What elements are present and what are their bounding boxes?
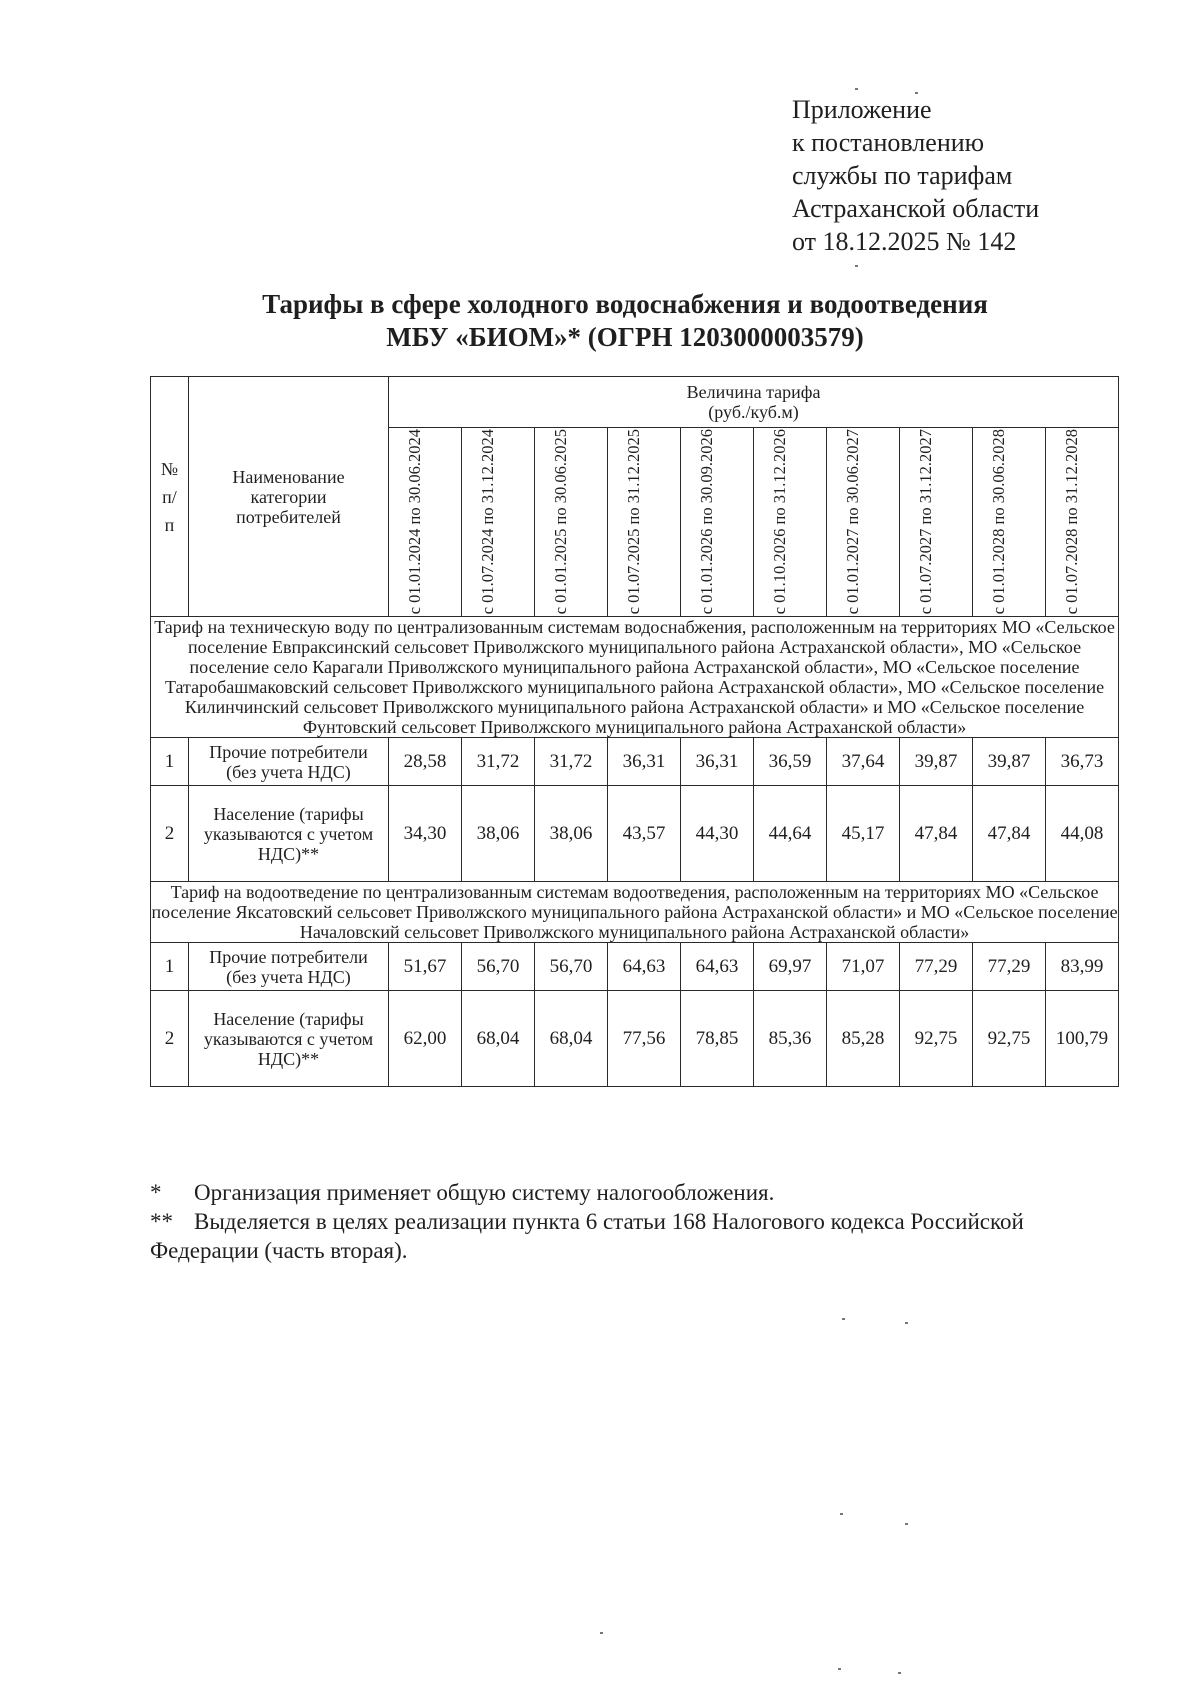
period-header [389,428,462,617]
tariff-value: 92,75 [973,991,1046,1087]
tariff-value: 34,30 [389,786,462,882]
tariff-value: 64,63 [681,943,754,991]
tariff-value: 39,87 [973,738,1046,786]
tariff-value: 45,17 [827,786,900,882]
appendix-date: от 18.12.2025 № 142 [792,227,1017,256]
row-category: Прочие потребители (без учета НДС) [189,738,389,786]
period-header [754,428,827,617]
footnote-text: Организация применяет общую систему налогообложения. [194,1180,775,1205]
period-header [973,428,1046,617]
period-label: с 01.07.2024 по 31.12.2024 [478,429,497,615]
period-header [681,428,754,617]
tariff-value: 43,57 [608,786,681,882]
header-tariff-title: Величина тарифа [686,382,821,402]
period-header [462,428,535,617]
period-header [827,428,900,617]
tariff-value: 38,06 [535,786,608,882]
tariff-value: 31,72 [462,738,535,786]
tariff-value: 68,04 [535,991,608,1087]
header-category [189,377,389,617]
period-label: с 01.07.2028 по 31.12.2028 [1062,429,1082,615]
section-heading-row [151,617,1119,738]
period-label: с 01.07.2025 по 31.12.2025 [624,429,643,615]
tariff-value: 47,84 [900,786,973,882]
tariff-value: 36,73 [1046,738,1119,786]
section-heading-row [151,882,1119,943]
tariff-value: 77,56 [608,991,681,1087]
tariff-value: 44,64 [754,786,827,882]
tariff-value: 39,87 [900,738,973,786]
tariff-value: 28,58 [389,738,462,786]
appendix-line: к постановлению [792,128,985,157]
table-row [151,738,1119,786]
footnote-mark: * [150,1180,162,1205]
period-label: с 01.01.2028 по 30.06.2028 [989,429,1008,615]
tariff-body [151,617,1119,1087]
tariff-value: 92,75 [900,991,973,1087]
tariff-value: 77,29 [973,943,1046,991]
tariff-value: 47,84 [973,786,1046,882]
scan-speck [855,88,858,90]
period-label: с 01.07.2027 по 31.12.2027 [916,429,935,615]
header-category-text: Наименование категории потребителей [232,466,345,527]
title-line: Тарифы в сфере холодного водоснабжения и водоотведения [262,289,988,319]
table-row [151,943,1119,991]
tariff-value: 68,04 [462,991,535,1087]
tariff-value: 44,30 [681,786,754,882]
tariff-value: 69,97 [754,943,827,991]
tariff-value: 51,67 [389,943,462,991]
tariff-value: 56,70 [462,943,535,991]
row-category: Население (тарифы указываются с учетом НДС)** [189,786,389,882]
scan-speck [898,1672,901,1674]
tariff-value: 62,00 [389,991,462,1087]
appendix-line: Астраханской области [792,194,1040,223]
period-label: с 01.01.2024 по 30.06.2024 [405,429,424,615]
footnote-2 [150,1207,1090,1265]
tariff-value: 85,28 [827,991,900,1087]
section-heading: Тариф на техническую воду по централизованным системам водоснабжения, расположенным на территориях МО «Сельское поселение Евпраксинский сельсовет Приволжского муниципального района Астраханской области», МО «Сельское поселение село Карагали Приволжского муниципального района Астраханской области», МО «Сельское поселение Татаробашмаковский сельсовет Приволжского муниципального района Астраханской области», МО «Сельское поселение Килинчинский сельсовет Приволжского муниципального района Астраханской области» и МО «Сельское поселение Фунтовский сельсовет Приволжского муниципального района Астраханской области» [151,617,1119,738]
period-label: с 01.10.2026 по 31.12.2026 [770,429,789,615]
footnotes [150,1178,1090,1265]
tariff-value: 83,99 [1046,943,1119,991]
tariff-value: 100,79 [1046,991,1119,1087]
appendix-block [792,93,1039,258]
tariff-value: 37,64 [827,738,900,786]
row-category: Прочие потребители (без учета НДС) [189,943,389,991]
tariff-value: 36,31 [681,738,754,786]
scan-speck [840,1513,843,1515]
row-category: Население (тарифы указываются с учетом НДС)** [189,991,389,1087]
scan-speck [905,1322,908,1324]
footnote-text: Выделяется в целях реализации пункта 6 статьи 168 Налогового кодекса Российской Федерации (часть вторая). [150,1209,1024,1263]
period-label: с 01.01.2025 по 30.06.2025 [551,429,570,615]
title-line: МБУ «БИОМ»* (ОГРН 1203000003579) [386,322,864,352]
tariff-value: 78,85 [681,991,754,1087]
row-number: 2 [151,786,189,882]
period-header [900,428,973,617]
scan-speck [842,1318,845,1320]
period-header [608,428,681,617]
header-num-text: № п/п [160,458,179,535]
row-number: 1 [151,943,189,991]
scan-speck [915,92,918,94]
tariff-table [150,376,1119,1087]
period-header [535,428,608,617]
row-number: 1 [151,738,189,786]
scan-speck [838,1668,841,1670]
tariff-value: 44,08 [1046,786,1119,882]
table-row [151,786,1119,882]
header-num [151,377,189,617]
row-number: 2 [151,991,189,1087]
tariff-value: 64,63 [608,943,681,991]
period-label: с 01.01.2026 по 30.09.2026 [697,429,716,615]
tariff-value: 56,70 [535,943,608,991]
tariff-value: 85,36 [754,991,827,1087]
header-tariff-unit: (руб./куб.м) [708,402,799,422]
tariff-value: 36,59 [754,738,827,786]
scan-speck [600,1632,603,1634]
appendix-line: службы по тарифам [792,161,1013,190]
period-header [1046,428,1119,617]
tariff-value: 31,72 [535,738,608,786]
section-heading: Тариф на водоотведение по централизованным системам водоотведения, расположенным на территориях МО «Сельское поселение Яксатовский сельсовет Приволжского муниципального района Астраханской области» и МО «Сельское поселение Началовский сельсовет Приволжского муниципального района Астраханской области» [151,882,1118,942]
tariff-value: 38,06 [462,786,535,882]
tariff-value: 71,07 [827,943,900,991]
document-title [120,288,1130,354]
appendix-line: Приложение [792,95,932,124]
scan-speck [855,265,858,267]
tariff-value: 77,29 [900,943,973,991]
scan-speck [905,1523,908,1525]
header-tariff [389,377,1119,428]
table-row [151,991,1119,1087]
footnote-mark: ** [150,1209,173,1234]
footnote-1 [150,1178,1090,1207]
period-label: с 01.01.2027 по 30.06.2027 [843,429,862,615]
tariff-value: 36,31 [608,738,681,786]
